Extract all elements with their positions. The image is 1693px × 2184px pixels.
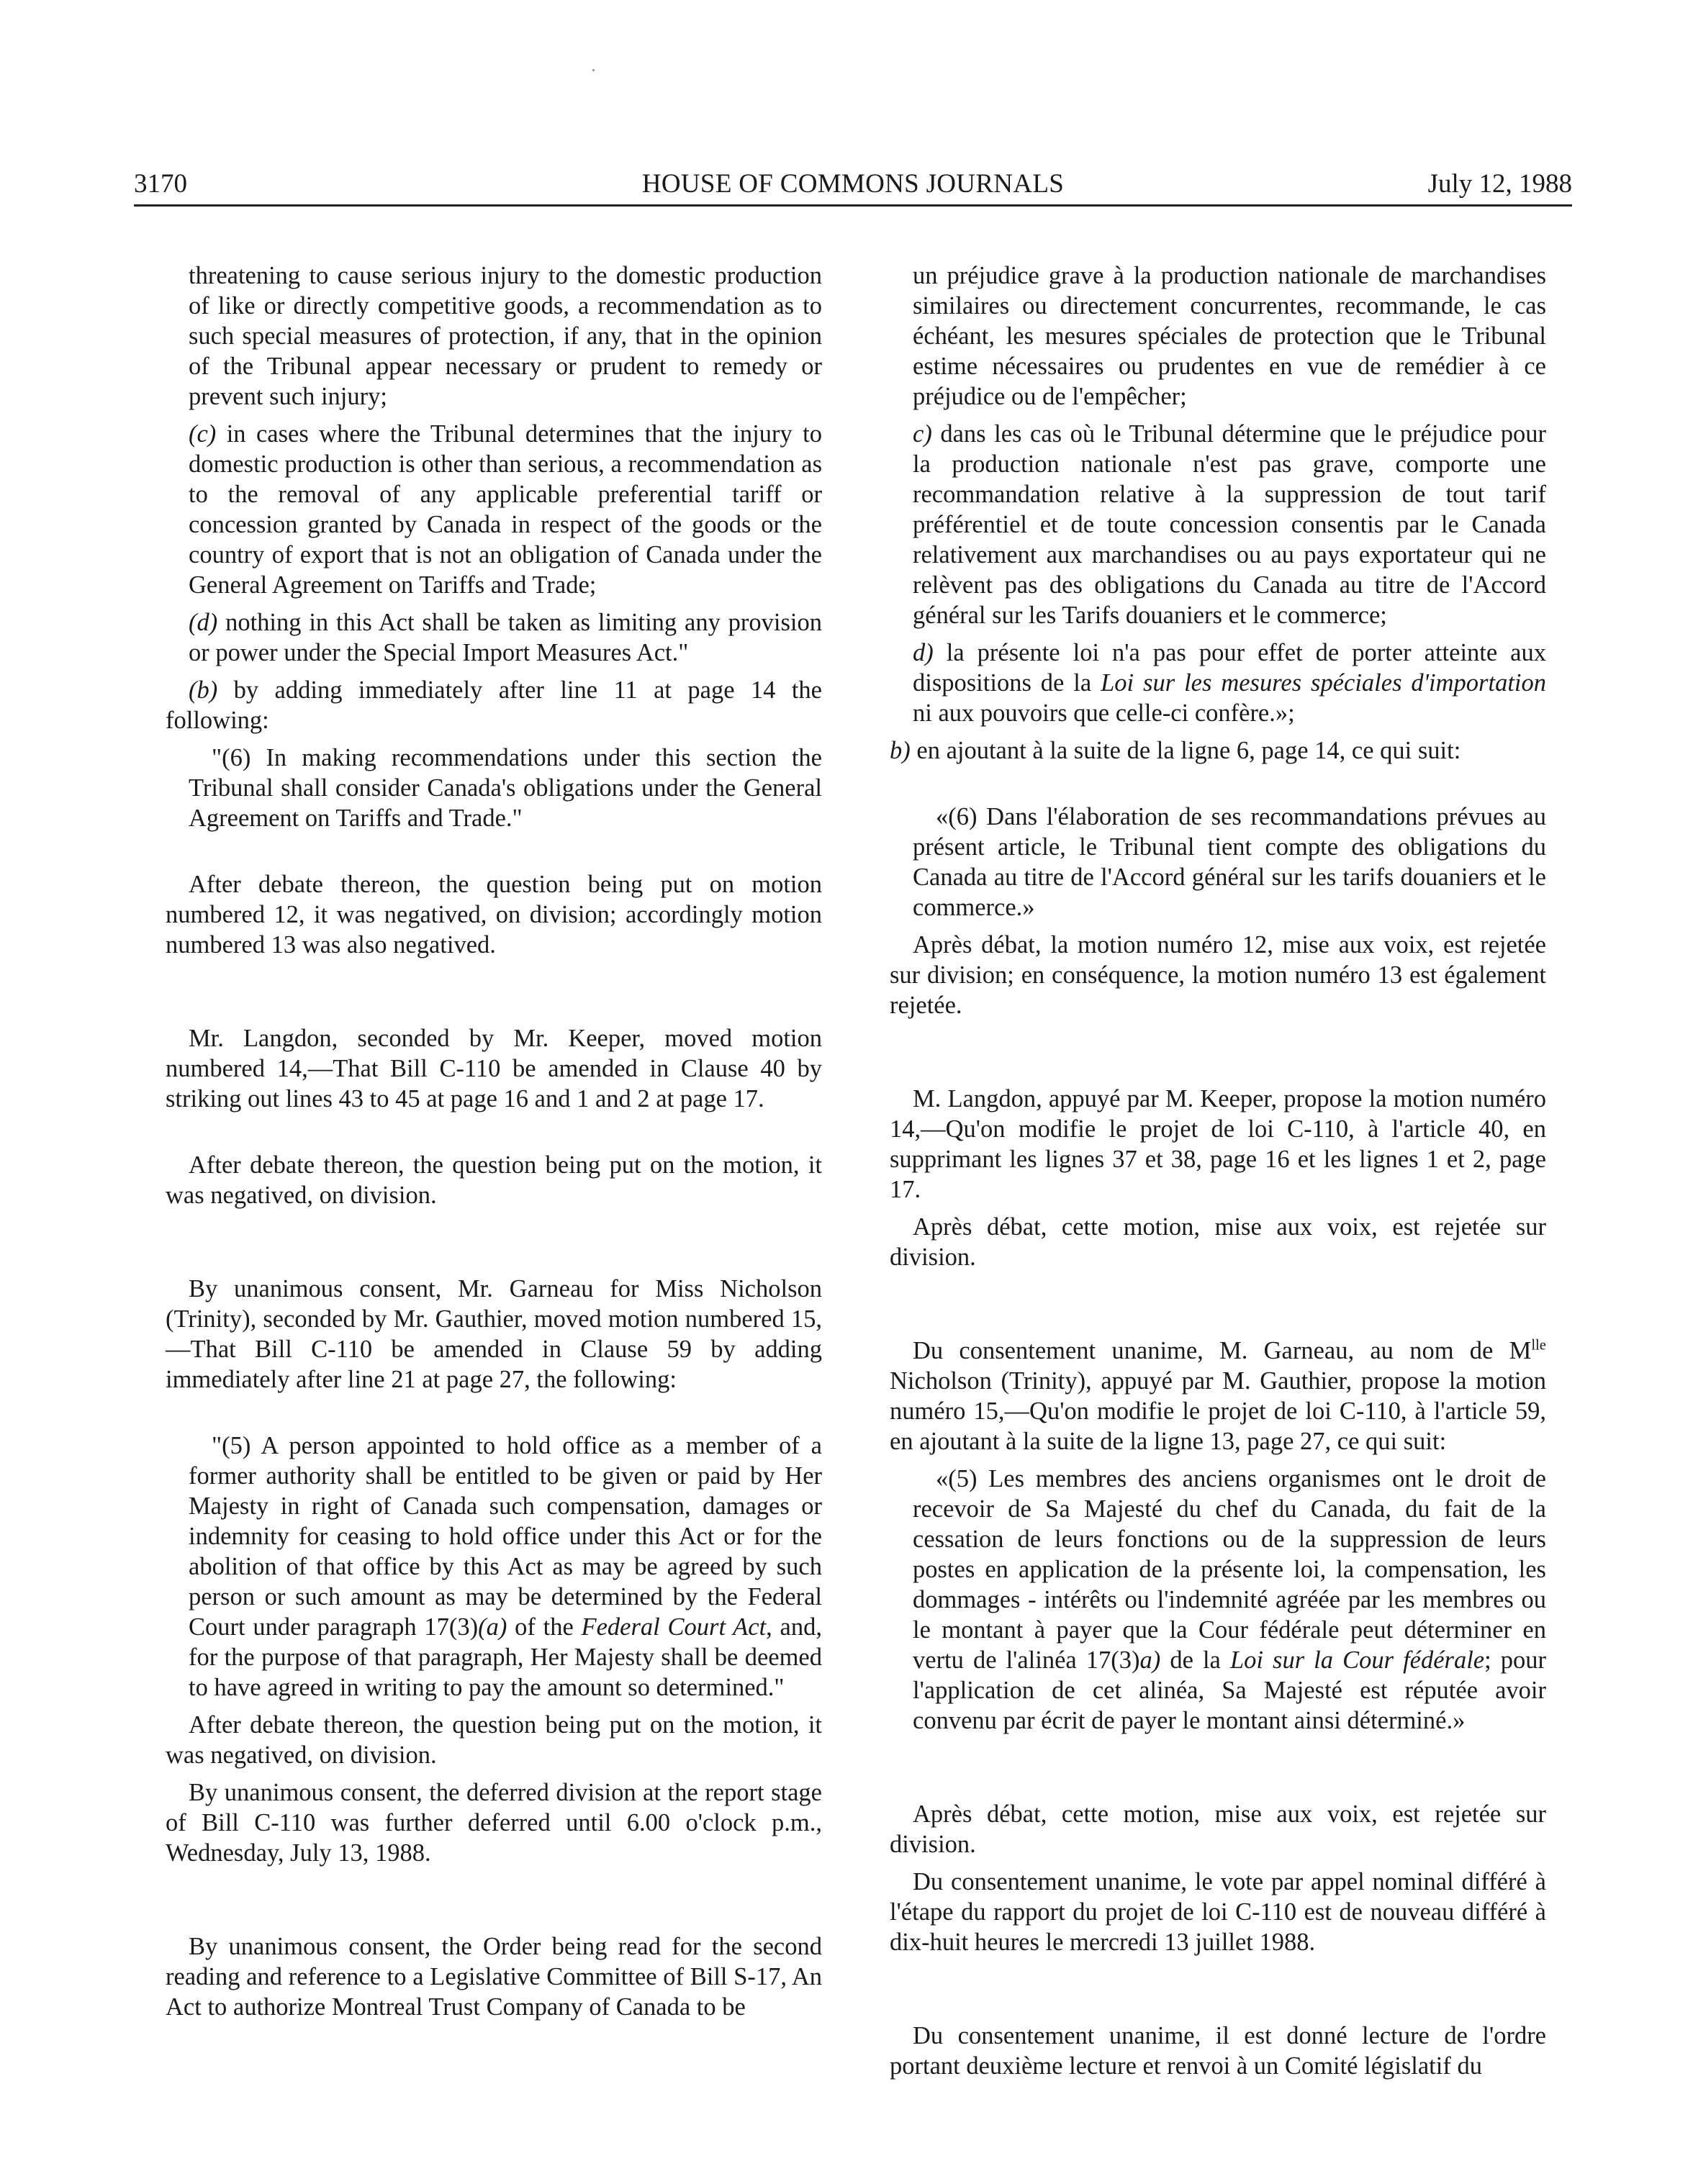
journal-title: HOUSE OF COMMONS JOURNALS bbox=[641, 169, 1065, 199]
en-quote-6: "(6) In making recommendations under this section the Tribunal shall consider Canada's obligations under the General Agreement on Tariffs and Trade." bbox=[189, 744, 822, 832]
en-label-c: (c) bbox=[189, 420, 217, 448]
en-paragraph-motion-15: By unanimous consent, Mr. Garneau for Miss Nicholson (Trinity), seconded by Mr. Gauthier, moved motion numbered 15,—That Bill C-110 be amended in Clause 59 by adding immediately after line 21 at page 27, the following: bbox=[166, 1275, 822, 1393]
fr-quote-5: «(5) Les membres des anciens organismes ont le droit de recevoir de Sa Majesté du chef du Canada, du fait de la cessation de leurs fonctions ou de la suppression de leurs postes en application de la présente loi, la compensation, les dommages - intérêts ou l'indemnité agréée par les membres ou le montant à payer que la Cour fédérale peut déterminer en vertu de l'alinéa 17(3)a) de la Loi sur la Cour fédérale; pour l'application de cet alinéa, Sa Majesté est réputée avoir convenu par écrit de payer le montant ainsi déterminé.» bbox=[913, 1465, 1547, 1734]
fr-paragraph-bill-s17: Du consentement unanime, il est donné lecture de l'ordre portant deuxième lecture et renvoi à un Comité législatif du bbox=[890, 2022, 1546, 2080]
en-paragraph-b bbox=[166, 675, 822, 735]
fr-paragraph-c-text: dans les cas où le Tribunal détermine que le préjudice pour la production nationale n'est pas grave, comporte une recommandation relative à la suppression de tout tarif préférentiel et de toute concession consentis par le Canada relativement aux marchandises ou au pays exportateur qui ne relèvent pas des obligations du Canada au titre de l'Accord général sur les Tarifs douaniers et le commerce; bbox=[913, 420, 1546, 629]
fr-paragraph-debate-15: Après débat, cette motion, mise aux voix, est rejetée sur division. bbox=[890, 1800, 1546, 1858]
english-column bbox=[166, 260, 822, 2022]
en-paragraph-deferred-division: By unanimous consent, the deferred division at the report stage of Bill C-110 was further deferred until 6.00 o'clock p.m., Wednesday, July 13, 1988. bbox=[166, 1779, 822, 1867]
fr-paragraph-c bbox=[890, 419, 1546, 630]
header-date: July 12, 1988 bbox=[1427, 169, 1572, 199]
en-paragraph-d bbox=[166, 607, 822, 668]
en-paragraph-c bbox=[166, 419, 822, 600]
en-paragraph-d-text: nothing in this Act shall be taken as limiting any provision or power under the Special Import Measures Act." bbox=[189, 609, 822, 666]
en-label-b: (b) bbox=[189, 676, 218, 704]
en-paragraph-debate-12: After debate thereon, the question being put on motion numbered 12, it was negatived, on division; accordingly motion numbered 13 was also negatived. bbox=[166, 871, 822, 959]
running-header bbox=[134, 164, 1572, 207]
fr-paragraph-b bbox=[890, 735, 1546, 766]
page-number: 3170 bbox=[134, 169, 187, 199]
en-paragraph-1: threatening to cause serious injury to the domestic production of like or directly competitive goods, a recommendation as to such special measures of protection, if any, that in the opinion of the Tribunal appear necessary or prudent to remedy or prevent such injury; bbox=[189, 262, 822, 410]
fr-paragraph-motion-15: Du consentement unanime, M. Garneau, au nom de $M^{lle}$ Nicholson (Trinity), appuyé par M. Gauthier, propose la motion numéro 15,—Qu'on modifie le projet de loi C-110, à l'article 59, en ajoutant à la suite de la ligne 13, page 27, ce qui suit: bbox=[890, 1337, 1546, 1455]
fr-paragraph-debate-14: Après débat, cette motion, mise aux voix, est rejetée sur division. bbox=[890, 1213, 1546, 1271]
en-label-d: (d) bbox=[189, 609, 218, 636]
fr-label-d: d) bbox=[913, 639, 934, 666]
fr-quote-6: «(6) Dans l'élaboration de ses recommandations prévues au présent article, le Tribunal tient compte des obligations du Canada au titre de l'Accord général sur les tarifs douaniers et le commerce.» bbox=[913, 803, 1546, 921]
fr-paragraph-motion-14: M. Langdon, appuyé par M. Keeper, propose la motion numéro 14,—Qu'on modifie le projet de loi C-110, à l'article 40, en supprimant les lignes 37 et 38, page 16 et les lignes 1 et 2, page 17. bbox=[890, 1085, 1546, 1203]
en-paragraph-motion-14: Mr. Langdon, seconded by Mr. Keeper, moved motion numbered 14,—That Bill C-110 be amended in Clause 40 by striking out lines 43 to 45 at page 16 and 1 and 2 at page 17. bbox=[166, 1025, 822, 1113]
en-quote-5: "(5) A person appointed to hold office as a member of a former authority shall be entitled to be given or paid by Her Majesty in right of Canada such compensation, damages or indemnity for ceasing to hold office under this Act or for the abolition of that office by this Act as may be agreed by such person or such amount as may be determined by the Federal Court under paragraph 17(3)(a) of the Federal Court Act, and, for the purpose of that paragraph, Her Majesty shall be deemed to have agreed in writing to pay the amount so determined." bbox=[189, 1432, 822, 1701]
en-paragraph-debate-15: After debate thereon, the question being put on the motion, it was negatived, on division. bbox=[166, 1711, 822, 1769]
fr-label-b: b) bbox=[890, 737, 911, 764]
scan-speck bbox=[592, 69, 595, 71]
en-paragraph-debate-14: After debate thereon, the question being put on the motion, it was negatived, on division. bbox=[166, 1151, 822, 1209]
fr-paragraph-b-text: en ajoutant à la suite de la ligne 6, page 14, ce qui suit: bbox=[910, 737, 1461, 764]
fr-label-c: c) bbox=[913, 420, 932, 448]
fr-paragraph-1: un préjudice grave à la production nationale de marchandises similaires ou directement concurrentes, recommande, le cas échéant, les mesures spéciales de protection que le Tribunal estime nécessaires ou prudentes en vue de remédier à ce préjudice ou de l'empêcher; bbox=[913, 262, 1546, 410]
en-paragraph-c-text: in cases where the Tribunal determines that the injury to domestic production is other than serious, a recommendation as to the removal of any applicable preferential tariff or concession granted by Canada in respect of the goods or the country of export that is not an obligation of Canada under the General Agreement on Tariffs and Trade; bbox=[189, 420, 822, 599]
fr-paragraph-d: d) la présente loi n'a pas pour effet de porter atteinte aux dispositions de la Loi sur les mesures spéciales d'importation ni aux pouvoirs que celle-ci confère.»; bbox=[913, 639, 1546, 727]
en-paragraph-bill-s17: By unanimous consent, the Order being read for the second reading and reference to a Legislative Committee of Bill S-17, An Act to authorize Montreal Trust Company of Canada to be bbox=[166, 1933, 822, 2021]
fr-paragraph-debate-12: Après débat, la motion numéro 12, mise aux voix, est rejetée sur division; en conséquence, la motion numéro 13 est également rejetée. bbox=[890, 931, 1546, 1019]
french-column bbox=[890, 260, 1546, 2081]
fr-paragraph-deferred-division: Du consentement unanime, le vote par appel nominal différé à l'étape du rapport du projet de loi C-110 est de nouveau différé à dix-huit heures le mercredi 13 juillet 1988. bbox=[890, 1868, 1546, 1956]
en-paragraph-b-text: by adding immediately after line 11 at page 14 the following: bbox=[166, 676, 822, 734]
